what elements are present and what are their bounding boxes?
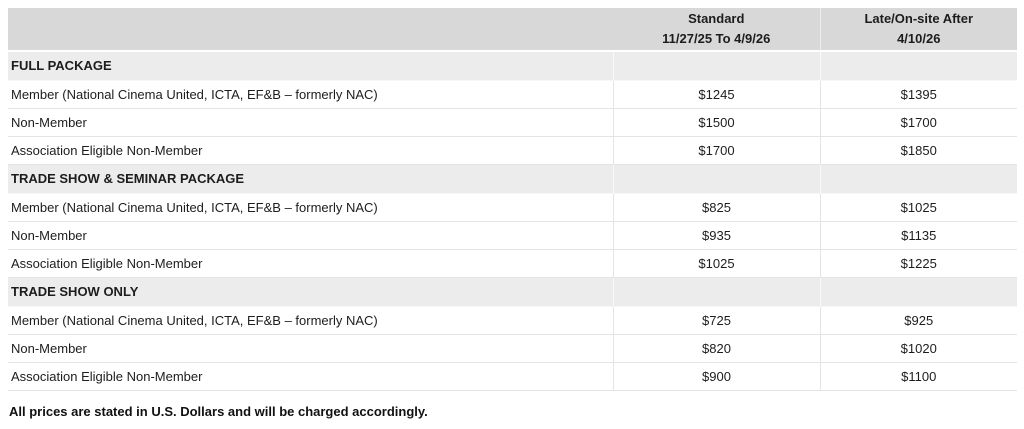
standard-price: $1500	[613, 108, 820, 136]
section-empty-late-cell	[820, 277, 1017, 306]
standard-price: $1700	[613, 136, 820, 164]
header-standard-title: Standard	[688, 10, 745, 26]
section-title: TRADE SHOW & SEMINAR PACKAGE	[8, 164, 613, 193]
section-empty-late-cell	[820, 164, 1017, 193]
row-label: Non-Member	[8, 108, 613, 136]
standard-price: $825	[613, 193, 820, 221]
table-row	[8, 108, 1017, 136]
section-title: FULL PACKAGE	[8, 51, 613, 80]
standard-price: $725	[613, 306, 820, 334]
section-empty-late-cell	[820, 51, 1017, 80]
table-row	[8, 80, 1017, 108]
row-label: Member (National Cinema United, ICTA, EF&B – formerly NAC)	[8, 306, 613, 334]
late-price: $1850	[820, 136, 1017, 164]
section-header-row	[8, 277, 1017, 306]
row-label: Member (National Cinema United, ICTA, EF&B – formerly NAC)	[8, 193, 613, 221]
section-empty-standard-cell	[613, 164, 820, 193]
late-price: $1395	[820, 80, 1017, 108]
table-row	[8, 249, 1017, 277]
table-row	[8, 136, 1017, 164]
row-label: Non-Member	[8, 334, 613, 362]
row-label: Member (National Cinema United, ICTA, EF&B – formerly NAC)	[8, 80, 613, 108]
section-empty-standard-cell	[613, 277, 820, 306]
late-price: $1135	[820, 221, 1017, 249]
late-price: $1025	[820, 193, 1017, 221]
late-price: $925	[820, 306, 1017, 334]
table-row	[8, 334, 1017, 362]
standard-price: $1025	[613, 249, 820, 277]
standard-price: $1245	[613, 80, 820, 108]
late-price: $1700	[820, 108, 1017, 136]
late-price: $1225	[820, 249, 1017, 277]
header-late-dates: 4/10/26	[897, 31, 941, 46]
section-title: TRADE SHOW ONLY	[8, 277, 613, 306]
section-empty-standard-cell	[613, 51, 820, 80]
header-late-column	[820, 8, 1017, 51]
standard-price: $900	[613, 362, 820, 390]
header-standard-dates: 11/27/25 To 4/9/26	[662, 31, 771, 46]
row-label: Association Eligible Non-Member	[8, 136, 613, 164]
section-header-row	[8, 51, 1017, 80]
table-row	[8, 306, 1017, 334]
late-price: $1020	[820, 334, 1017, 362]
footer-note: All prices are stated in U.S. Dollars and will be charged accordingly.	[9, 403, 428, 419]
standard-price: $820	[613, 334, 820, 362]
table-row	[8, 362, 1017, 390]
pricing-table	[8, 8, 1017, 391]
late-price: $1100	[820, 362, 1017, 390]
row-label: Non-Member	[8, 221, 613, 249]
section-header-row	[8, 164, 1017, 193]
row-label: Association Eligible Non-Member	[8, 249, 613, 277]
table-row	[8, 193, 1017, 221]
header-empty-cell	[8, 8, 613, 51]
table-header-row	[8, 8, 1017, 51]
header-standard-column	[613, 8, 820, 51]
standard-price: $935	[613, 221, 820, 249]
header-late-title: Late/On-site After	[864, 10, 974, 26]
pricing-table-body	[8, 51, 1017, 390]
table-row	[8, 221, 1017, 249]
row-label: Association Eligible Non-Member	[8, 362, 613, 390]
